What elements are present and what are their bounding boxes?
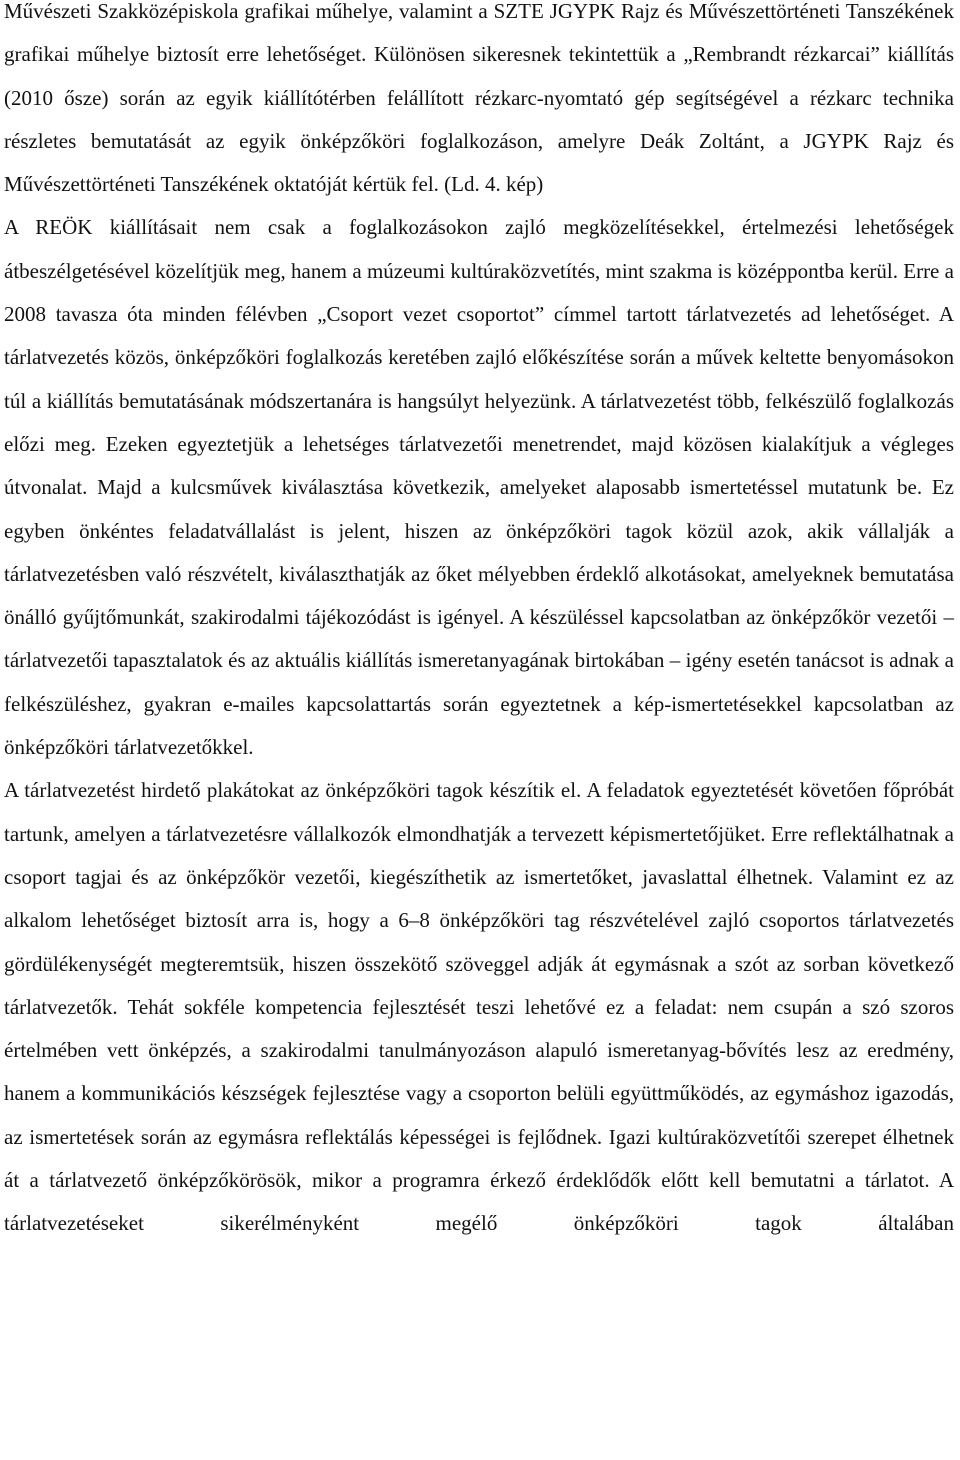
paragraph: A tárlatvezetést hirdető plakátokat az önképzőköri tagok készítik el. A feladatok egyeztetését követően főpróbát tartunk, amelyen a tárlatvezetésre vállalkozók elmondhatják a tervezett képismertetőjüket. Erre reflektálhatnak a csoport tagjai és az önképzőkör vezetői, kiegészíthetik az ismertetőket, javaslattal élhetnek. Valamint ez az alkalom lehetőséget biztosít arra is, hogy a 6–8 önképzőköri tag részvételével zajló csoportos tárlatvezetés gördülékenységét megteremtsük, hiszen összekötő szöveggel adják át egymásnak a szót az sorban következő tárlatvezetők. Tehát sokféle kompetencia fejlesztését teszi lehetővé ez a feladat: nem csupán a szó szoros értelmében vett önképzés, a szakirodalmi tanulmányozáson alapuló ismeretanyag-bővítés lesz az eredmény, hanem a kommunikációs készségek fejlesztése vagy a csoporton belüli együttműködés, az egymáshoz igazodás, az ismertetések során az egymásra reflektálás képességei is fejlődnek. Igazi kultúraközvetítői szerepet élhetnek át a tárlatvezető önképzőkörösök, mikor a programra érkező érdeklődők előtt kell bemutatni a tárlatot. A tárlatvezetéseket sikerélményként megélő önképzőköri tagok általában bbox=[4, 778, 954, 1236]
paragraph: A REÖK kiállításait nem csak a foglalkozásokon zajló megközelítésekkel, értelmezési lehetőségek átbeszélgetésével közelítjük meg, hanem a múzeumi kultúraközvetítés, mint szakma is középpontba kerül. Erre a 2008 tavasza óta minden félévben „Csoport vezet csoportot” címmel tartott tárlatvezetés ad lehetőséget. A tárlatvezetés közös, önképzőköri foglalkozás keretében zajló előkészítése során a művek keltette benyomásokon túl a kiállítás bemutatásának módszertanára is hangsúlyt helyezünk. A tárlatvezetést több, felkészülő foglalkozás előzi meg. Ezeken egyeztetjük a lehetséges tárlatvezetői menetrendet, majd közösen kialakítjuk a végleges útvonalat. Majd a kulcsművek kiválasztása következik, amelyeket alaposabb ismertetéssel mutatunk be. Ez egyben önkéntes feladatvállalást is jelent, hiszen az önképzőköri tagok közül azok, akik vállalják a tárlatvezetésben való részvételt, kiválaszthatják az őket mélyebben érdeklő alkotásokat, amelyeknek bemutatása önálló gyűjtőmunkát, szakirodalmi tájékozódást is igényel. A készüléssel kapcsolatban az önképzőkör vezetői – tárlatvezetői tapasztalatok és az aktuális kiállítás ismeretanyagának birtokában – igény esetén tanácsot is adnak a felkészüléshez, gyakran e-mailes kapcsolattartás során egyeztetnek a kép-ismertetésekkel kapcsolatban az önképzőköri tárlatvezetőkkel. bbox=[4, 215, 954, 760]
paragraph: Művészeti Szakközépiskola grafikai műhelye, valamint a SZTE JGYPK Rajz és Művészettörténeti Tanszékének grafikai műhelye biztosít erre lehetőséget. Különösen sikeresnek tekintettük a „Rembrandt rézkarcai” kiállítás (2010 ősze) során az egyik kiállítótérben felállított rézkarc-nyomtató gép segítségével a rézkarc technika részletes bemutatását az egyik önképzőköri foglalkozáson, amelyre Deák Zoltánt, a JGYPK Rajz és Művészettörténeti Tanszékének oktatóját kértük fel. (Ld. 4. kép) bbox=[4, 0, 954, 197]
document-body bbox=[4, 0, 954, 1246]
